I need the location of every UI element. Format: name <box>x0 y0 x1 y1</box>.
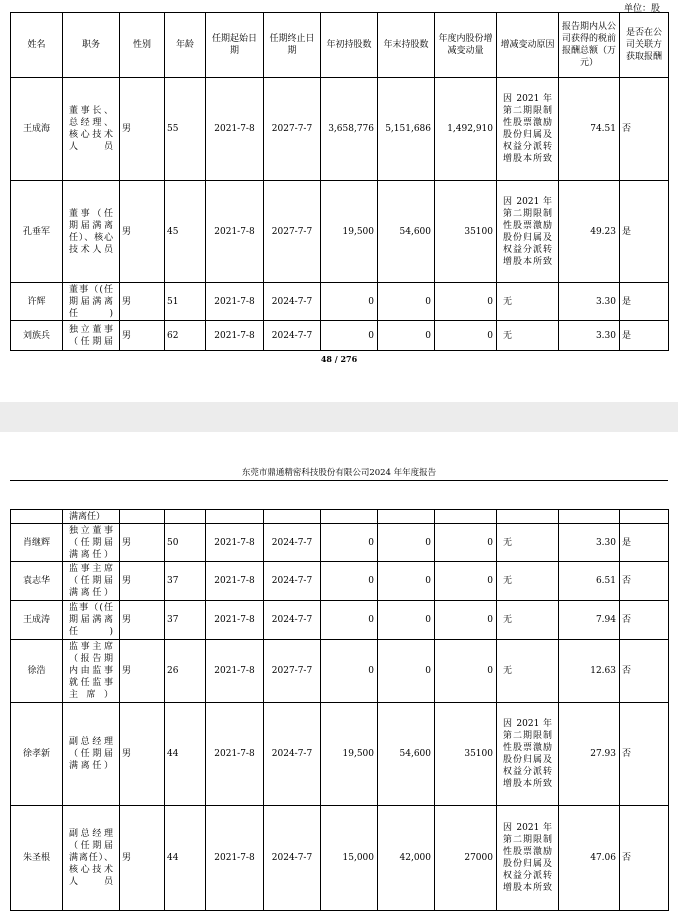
change-reason-cell: 无 <box>497 640 559 703</box>
position-cell: 监事主席（任期届满离任） <box>63 562 120 601</box>
change-reason-cell: 因 2021 年第二期限制性股票激励股份归属及权益分派转增股本所致 <box>497 78 559 181</box>
end-date-cell: 2024-7-7 <box>264 321 321 351</box>
gender-cell: 男 <box>120 640 165 703</box>
change-cell: 27000 <box>435 806 497 911</box>
change-cell: 0 <box>435 524 497 562</box>
begin-shares-cell: 0 <box>321 640 378 703</box>
table-header-row <box>11 13 669 78</box>
change-reason-cell: 无 <box>497 321 559 351</box>
end-date-cell: 2024-7-7 <box>264 806 321 911</box>
related-party-cell: 否 <box>620 78 669 181</box>
pay-cell: 3.30 <box>559 321 620 351</box>
name-cell: 袁志华 <box>11 562 63 601</box>
age-cell: 37 <box>165 562 206 601</box>
change-reason-cell: 无 <box>497 283 559 321</box>
position-cell: 监事（(任期届满离任) <box>63 601 120 640</box>
unit-label: 单位：股 <box>623 4 660 14</box>
change-cell: 1,492,910 <box>435 78 497 181</box>
table-row <box>11 601 669 640</box>
end-date-cell: 2024-7-7 <box>264 562 321 601</box>
start-date-cell: 2021-7-8 <box>206 181 264 283</box>
change-cell: 0 <box>435 640 497 703</box>
end-shares-cell: 42,000 <box>378 806 435 911</box>
change-cell: 0 <box>435 562 497 601</box>
age-cell: 44 <box>165 806 206 911</box>
change-reason-cell: 无 <box>497 524 559 562</box>
change-reason-cell: 无 <box>497 601 559 640</box>
end-shares-cell: 0 <box>378 283 435 321</box>
change-reason-cell: 因 2021 年第二期限制性股票激励股份归属及权益分派转增股本所致 <box>497 181 559 283</box>
col-header: 年末持股数 <box>378 13 435 78</box>
position-cell: 独立董事（任期届 <box>63 321 120 351</box>
table-row-continued <box>11 510 669 524</box>
col-header: 增减变动原因 <box>497 13 559 78</box>
related-party-cell: 否 <box>620 806 669 911</box>
pay-cell: 12.63 <box>559 640 620 703</box>
table-row <box>11 78 669 181</box>
name-cell: 徐孝新 <box>11 703 63 806</box>
end-shares-cell: 54,600 <box>378 181 435 283</box>
name-cell: 许辉 <box>11 283 63 321</box>
pay-cell: 3.30 <box>559 524 620 562</box>
start-date-cell: 2021-7-8 <box>206 283 264 321</box>
age-cell: 62 <box>165 321 206 351</box>
age-cell: 44 <box>165 703 206 806</box>
end-date-cell: 2024-7-7 <box>264 601 321 640</box>
table-row <box>11 283 669 321</box>
related-party-cell: 是 <box>620 283 669 321</box>
end-date-cell: 2024-7-7 <box>264 283 321 321</box>
position-cell: 副总经理（任期届满离任） <box>63 703 120 806</box>
name-cell: 徐浩 <box>11 640 63 703</box>
age-cell: 26 <box>165 640 206 703</box>
pay-cell: 27.93 <box>559 703 620 806</box>
start-date-cell: 2021-7-8 <box>206 562 264 601</box>
start-date-cell: 2021-7-8 <box>206 601 264 640</box>
gender-cell: 男 <box>120 524 165 562</box>
pay-cell: 7.94 <box>559 601 620 640</box>
change-cell: 35100 <box>435 703 497 806</box>
begin-shares-cell: 0 <box>321 283 378 321</box>
position-cell: 独立董事（任期届满离任） <box>63 524 120 562</box>
position-cell: 副总经理（任期届满离任）、核心技术人员 <box>63 806 120 911</box>
col-header: 性别 <box>120 13 165 78</box>
gender-cell: 男 <box>120 601 165 640</box>
table-row <box>11 640 669 703</box>
change-cell: 0 <box>435 321 497 351</box>
col-header: 年初持股数 <box>321 13 378 78</box>
col-header: 职务 <box>63 13 120 78</box>
gender-cell: 男 <box>120 806 165 911</box>
col-header: 任期起始日期 <box>206 13 264 78</box>
related-party-cell: 否 <box>620 601 669 640</box>
name-cell: 孔垂军 <box>11 181 63 283</box>
end-shares-cell: 0 <box>378 524 435 562</box>
directors-table-part1 <box>10 12 669 351</box>
end-date-cell: 2027-7-7 <box>264 640 321 703</box>
col-header: 报告期内从公司获得的税前报酬总额（万元） <box>559 13 620 78</box>
related-party-cell: 是 <box>620 321 669 351</box>
end-date-cell: 2024-7-7 <box>264 703 321 806</box>
name-cell: 刘族兵 <box>11 321 63 351</box>
end-shares-cell: 0 <box>378 562 435 601</box>
page-number: 48 / 276 <box>320 354 358 364</box>
table-row <box>11 806 669 911</box>
begin-shares-cell: 3,658,776 <box>321 78 378 181</box>
end-date-cell: 2027-7-7 <box>264 181 321 283</box>
related-party-cell: 否 <box>620 640 669 703</box>
gender-cell: 男 <box>120 562 165 601</box>
start-date-cell: 2021-7-8 <box>206 321 264 351</box>
position-cell: 董事（任期届满离任）、核心技术人员 <box>63 181 120 283</box>
pay-cell: 3.30 <box>559 283 620 321</box>
pay-cell: 47.06 <box>559 806 620 911</box>
end-shares-cell: 0 <box>378 321 435 351</box>
end-shares-cell: 0 <box>378 601 435 640</box>
age-cell: 50 <box>165 524 206 562</box>
gender-cell: 男 <box>120 78 165 181</box>
change-cell: 0 <box>435 283 497 321</box>
name-cell: 朱圣根 <box>11 806 63 911</box>
table-row <box>11 524 669 562</box>
begin-shares-cell: 0 <box>321 601 378 640</box>
pay-cell: 49.23 <box>559 181 620 283</box>
report-page-48 <box>0 0 678 402</box>
begin-shares-cell: 0 <box>321 321 378 351</box>
name-cell: 肖继辉 <box>11 524 63 562</box>
begin-shares-cell: 19,500 <box>321 181 378 283</box>
col-header: 姓名 <box>11 13 63 78</box>
end-shares-cell: 5,151,686 <box>378 78 435 181</box>
col-header: 年龄 <box>165 13 206 78</box>
position-cell: 董事（(任期届满离任) <box>63 283 120 321</box>
end-shares-cell: 0 <box>378 640 435 703</box>
table-row <box>11 562 669 601</box>
pay-cell: 6.51 <box>559 562 620 601</box>
name-cell: 王成涛 <box>11 601 63 640</box>
change-cell: 35100 <box>435 181 497 283</box>
start-date-cell: 2021-7-8 <box>206 78 264 181</box>
start-date-cell: 2021-7-8 <box>206 640 264 703</box>
age-cell: 45 <box>165 181 206 283</box>
position-cell: 监事主席（报告期内由监事就任监事主席） <box>63 640 120 703</box>
gender-cell: 男 <box>120 283 165 321</box>
related-party-cell: 否 <box>620 703 669 806</box>
col-header: 年度内股份增减变动量 <box>435 13 497 78</box>
start-date-cell: 2021-7-8 <box>206 703 264 806</box>
report-page-49 <box>0 432 678 915</box>
page-gap <box>0 402 678 432</box>
related-party-cell: 是 <box>620 524 669 562</box>
change-reason-cell: 无 <box>497 562 559 601</box>
end-date-cell: 2024-7-7 <box>264 524 321 562</box>
table-row <box>11 321 669 351</box>
change-reason-cell: 因 2021 年第二期限制性股票激励股份归属及权益分派转增股本所致 <box>497 806 559 911</box>
position-cell: 董事长、总经理、核心技术人员 <box>63 78 120 181</box>
table-row <box>11 181 669 283</box>
end-shares-cell: 54,600 <box>378 703 435 806</box>
change-cell: 0 <box>435 601 497 640</box>
col-header: 是否在公司关联方获取报酬 <box>620 13 669 78</box>
start-date-cell: 2021-7-8 <box>206 524 264 562</box>
pay-cell: 74.51 <box>559 78 620 181</box>
begin-shares-cell: 15,000 <box>321 806 378 911</box>
header-rule <box>10 480 668 481</box>
related-party-cell: 否 <box>620 562 669 601</box>
gender-cell: 男 <box>120 703 165 806</box>
table-row <box>11 703 669 806</box>
age-cell: 51 <box>165 283 206 321</box>
change-reason-cell: 因 2021 年第二期限制性股票激励股份归属及权益分派转增股本所致 <box>497 703 559 806</box>
begin-shares-cell: 0 <box>321 524 378 562</box>
gender-cell: 男 <box>120 181 165 283</box>
begin-shares-cell: 19,500 <box>321 703 378 806</box>
gender-cell: 男 <box>120 321 165 351</box>
begin-shares-cell: 0 <box>321 562 378 601</box>
start-date-cell: 2021-7-8 <box>206 806 264 911</box>
end-date-cell: 2027-7-7 <box>264 78 321 181</box>
related-party-cell: 是 <box>620 181 669 283</box>
age-cell: 37 <box>165 601 206 640</box>
page-header-title: 东莞市鼎通精密科技股份有限公司2024 年年度报告 <box>241 468 437 478</box>
directors-table-part2 <box>10 509 669 911</box>
age-cell: 55 <box>165 78 206 181</box>
name-cell: 王成海 <box>11 78 63 181</box>
col-header: 任期终止日期 <box>264 13 321 78</box>
position-cell-continued: 满离任） <box>63 510 120 524</box>
